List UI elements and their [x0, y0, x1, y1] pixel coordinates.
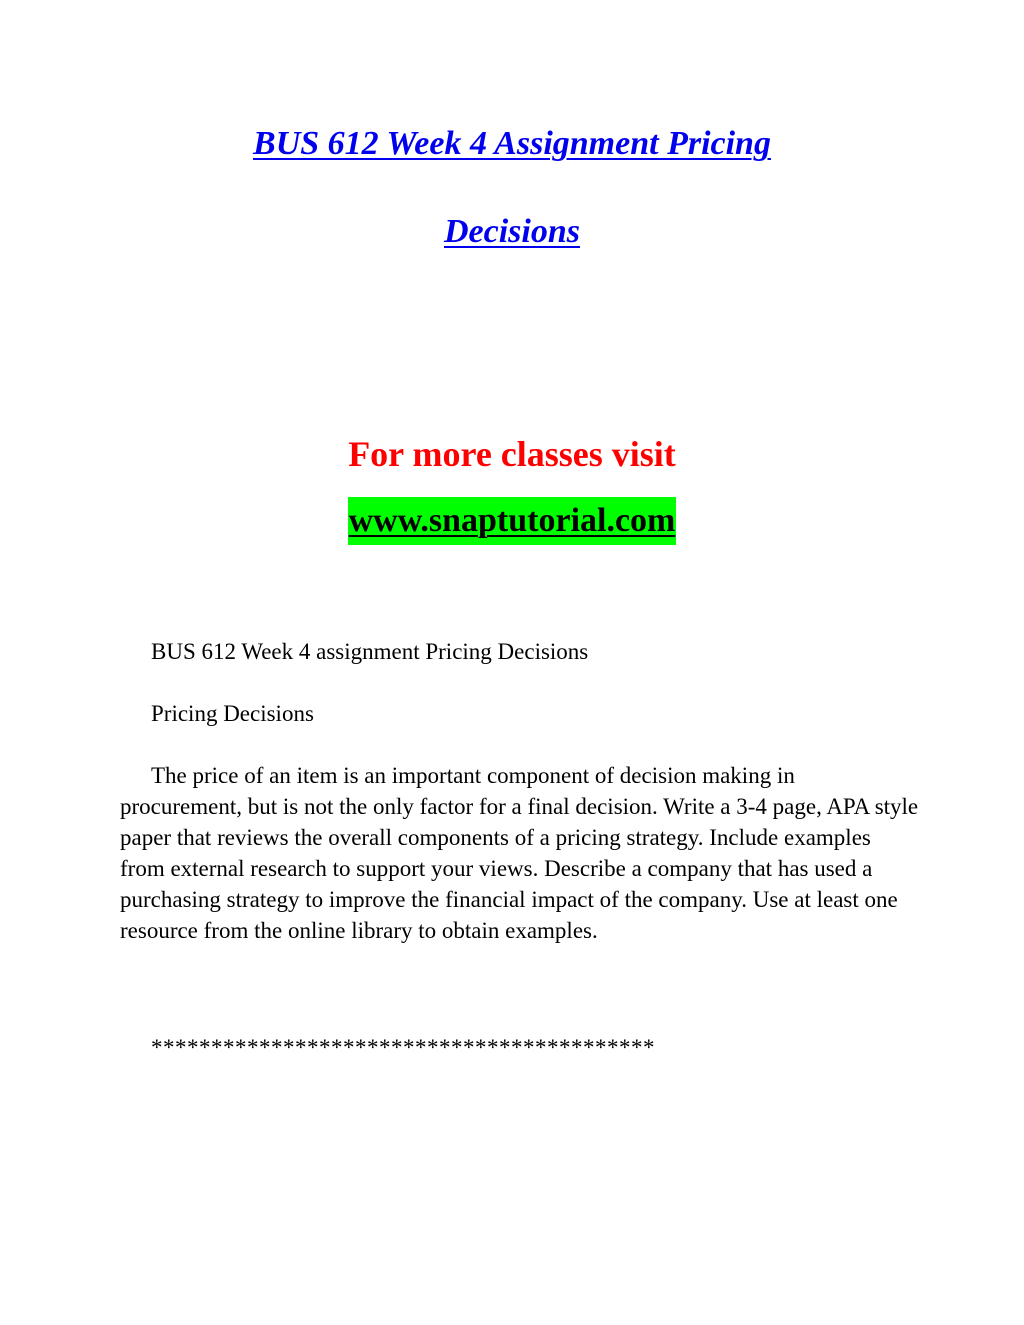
snaptutorial-url-link[interactable]: www.snaptutorial.com	[348, 497, 677, 545]
assignment-heading: BUS 612 Week 4 assignment Pricing Decisions	[151, 639, 589, 664]
document-title-link-line-1[interactable]: BUS 612 Week 4 Assignment Pricing	[253, 125, 771, 162]
assignment-subheading: Pricing Decisions	[151, 701, 314, 726]
promo-text: For more classes visit	[348, 434, 676, 474]
asterisk-divider: ******************************************	[151, 1035, 655, 1060]
promo-url-wrapper	[0, 497, 1024, 545]
document-title-link-line-2[interactable]: Decisions	[444, 213, 580, 250]
assignment-description: The price of an item is an important component of decision making in procurement, but is not the only factor for a final decision. Write a 3-4 page, APA style paper that reviews the overall components of a pricing strategy. Include examples from external research to support your views. Describe a company that has used a purchasing strategy to improve the financial impact of the company. Use at least one resource from the online library to obtain examples.	[120, 763, 919, 943]
